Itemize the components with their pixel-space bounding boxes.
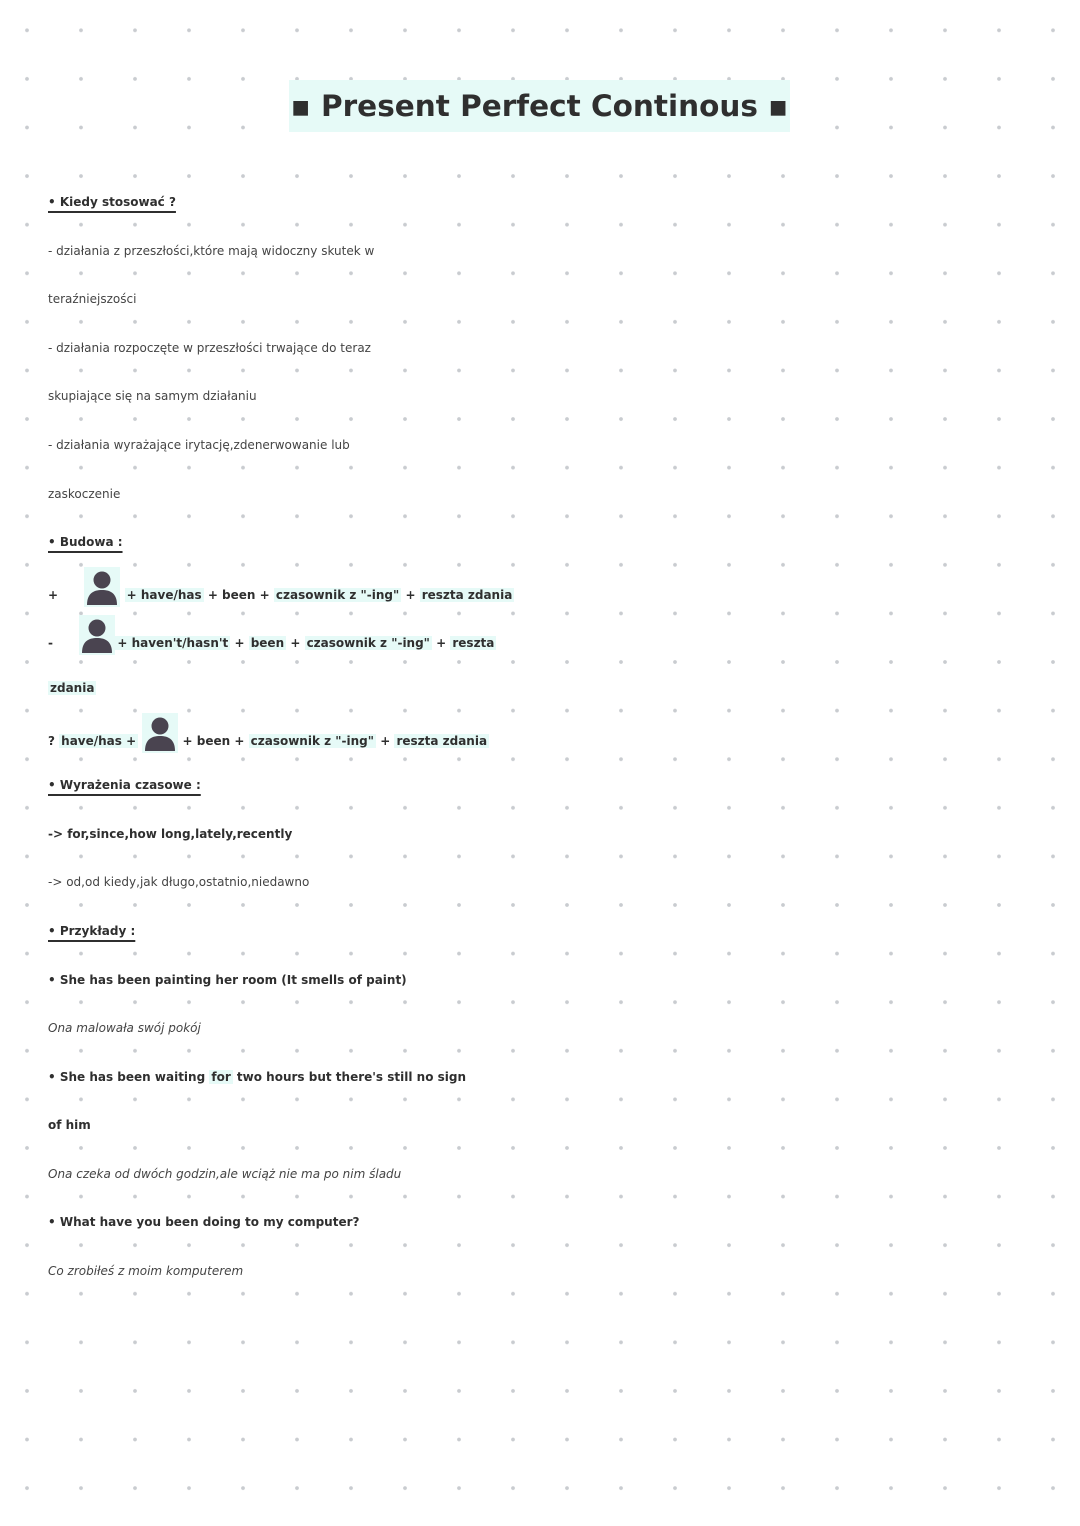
section-heading-when: • Kiedy stosować ? [48, 195, 176, 209]
example-translation: Ona malowała swój pokój [48, 1021, 201, 1036]
structure-negative [48, 615, 1038, 664]
plus: + [436, 636, 447, 651]
usage-line: - działania wyrażające irytację,zdenerwowanie lub [48, 437, 350, 452]
example-sentence-cont: of him [48, 1118, 91, 1133]
example-sentence: • What have you been doing to my computer? [48, 1215, 360, 1230]
section-heading-examples: • Przykłady : [48, 923, 136, 938]
usage-line: - działania z przeszłości,które mają widoczny skutek w [48, 243, 375, 258]
rest-of-sentence: reszta zdania [421, 587, 513, 602]
rest-of-sentence: reszta [452, 636, 495, 651]
time-expressions-polish: -> od,od kiedy,jak długo,ostatnio,niedawno [48, 875, 310, 890]
verb-ing: czasownik z "-ing" [306, 636, 430, 651]
structure-negative-cont: zdania [50, 680, 95, 695]
section-heading-structure: • Budowa : [48, 535, 123, 550]
plus: + [290, 636, 301, 651]
been: been [250, 636, 285, 651]
usage-line: teraźniejszości [48, 292, 137, 307]
question-sign: ? [48, 733, 55, 748]
usage-line: - działania rozpoczęte w przeszłości trwające do teraz [48, 340, 371, 355]
example-sentence: • She has been painting her room (It smells of paint) [48, 972, 407, 987]
havent-hasnt: + haven't/hasn't [117, 636, 229, 651]
page-title: ▪ Present Perfect Continous ▪ [289, 80, 790, 132]
plus: + [234, 733, 245, 748]
person-silhouette-icon [84, 567, 120, 607]
usage-line: skupiające się na samym działaniu [48, 389, 257, 404]
time-expressions-english: -> for,since,how long,lately,recently [48, 826, 293, 841]
been: + been [182, 733, 231, 748]
been-plus: + been + [207, 587, 270, 602]
plus: + [380, 733, 391, 748]
negative-sign: - [48, 636, 53, 651]
rest-of-sentence: reszta zdania [396, 733, 488, 748]
verb-ing: czasownik z "-ing" [275, 587, 400, 602]
structure-question [48, 713, 1038, 762]
person-silhouette-icon [79, 615, 115, 655]
have-has: + have/has [126, 587, 202, 602]
have-has: have/has + [61, 733, 137, 748]
structure-positive [48, 567, 1038, 616]
example-sentence: • She has been waiting for two hours but there's still no sign [48, 1069, 467, 1084]
positive-sign: + [48, 587, 59, 602]
usage-line: zaskoczenie [48, 486, 121, 501]
person-silhouette-icon [142, 713, 178, 753]
example-translation: Ona czeka od dwóch godzin,ale wciąż nie ma po nim śladu [48, 1166, 402, 1181]
section-heading-time-expressions: • Wyrażenia czasowe : [48, 778, 201, 793]
example-translation: Co zrobiłeś z moim komputerem [48, 1264, 244, 1279]
verb-ing: czasownik z "-ing" [250, 733, 374, 748]
highlight-for: for [211, 1069, 231, 1084]
plus: + [405, 587, 416, 602]
note-content [48, 178, 1038, 1296]
plus: + [234, 636, 245, 651]
